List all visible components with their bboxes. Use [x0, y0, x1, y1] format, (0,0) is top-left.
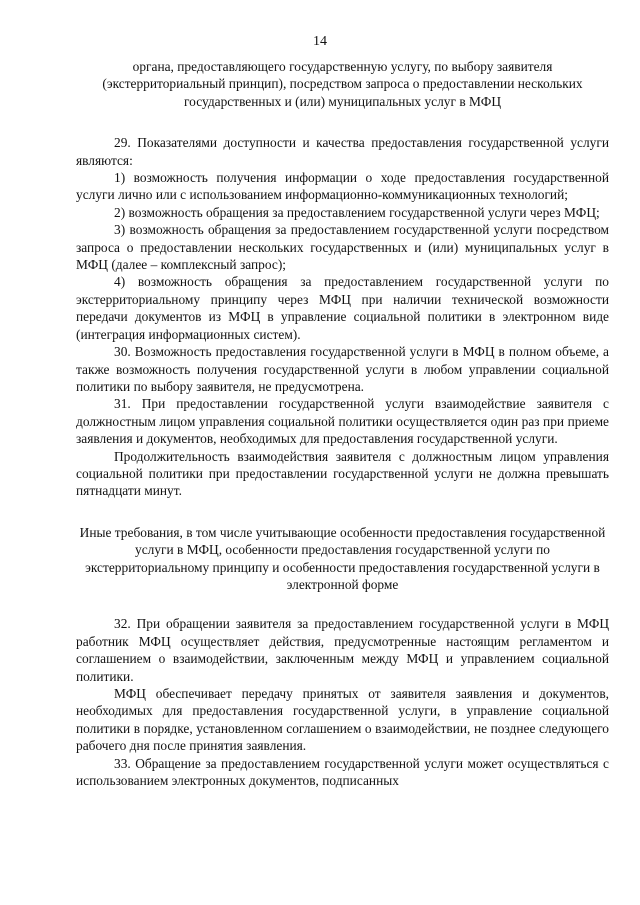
- list-item-2: 2) возможность обращения за предоставлением государственной услуги через МФЦ;: [114, 204, 600, 220]
- paragraph-32: 32. При обращении заявителя за предоставлением государственной услуги в МФЦ работник МФЦ осуществляет действия, предусмотренные настоящим регламентом и соглашением о взаимодействии, заключенным между МФЦ и управлением социальной политики.: [76, 616, 609, 684]
- paragraph-33: 33. Обращение за предоставлением государственной услуги может осуществляться с использованием электронных документов, подписанных: [76, 755, 609, 789]
- list-item-3: 3) возможность обращения за предоставлением государственной услуги посредством запроса о предоставлении нескольких государственных и (или) муниципальных услуг в МФЦ (далее – комплексный запрос);: [76, 222, 609, 273]
- paragraph-29: 29. Показателями доступности и качества предоставления государственной услуги являются:: [76, 135, 609, 168]
- paragraph-30: 30. Возможность предоставления государственной услуги в МФЦ в полном объеме, а также возможность получения государственной услуги в любом управлении социальной политики по выбору заявителя, не предусмотрена.: [76, 344, 609, 394]
- list-item-1: 1) возможность получения информации о ходе предоставления государственной услуги лично или с использованием информационно-коммуникационных технологий;: [76, 170, 609, 203]
- page-content: [76, 58, 609, 789]
- section-heading: Иные требования, в том числе учитывающие особенности предоставления государственной услуги в МФЦ, особенности предоставления государственной услуги по экстерриториальному принципу и особенности предоставления государственной услуги в электронной форме: [79, 524, 606, 592]
- page-number: 14: [313, 34, 327, 49]
- paragraph-31-duration: Продолжительность взаимодействия заявителя с должностным лицом управления социальной политики при предоставлении государственной услуги не должна превышать пятнадцати минут.: [76, 448, 609, 499]
- paragraph-31: 31. При предоставлении государственной услуги взаимодействие заявителя с должностным лицом управления социальной политики осуществляется один раз при приеме заявления и документов, необходимых для предоставления государственной услуги.: [76, 396, 609, 447]
- paragraph-32-transfer: МФЦ обеспечивает передачу принятых от заявителя заявления и документов, необходимых для предоставления государственной услуги, в управление социальной политики в порядке, установленном соглашением о взаимодействии, не позднее следующего рабочего дня после принятия заявления.: [76, 686, 609, 754]
- intro-text: органа, предоставляющего государственную услугу, по выбору заявителя (экстерриториальный принцип), посредством запроса о предоставлении нескольких государственных и (или) муниципальных услуг в МФЦ: [102, 59, 583, 109]
- list-item-4: 4) возможность обращения за предоставлением государственной услуги по экстерриториальному принципу через МФЦ при наличии технической возможности передачи документов из МФЦ в управление социальной политики в электронном виде (интеграция информационных систем).: [76, 274, 609, 342]
